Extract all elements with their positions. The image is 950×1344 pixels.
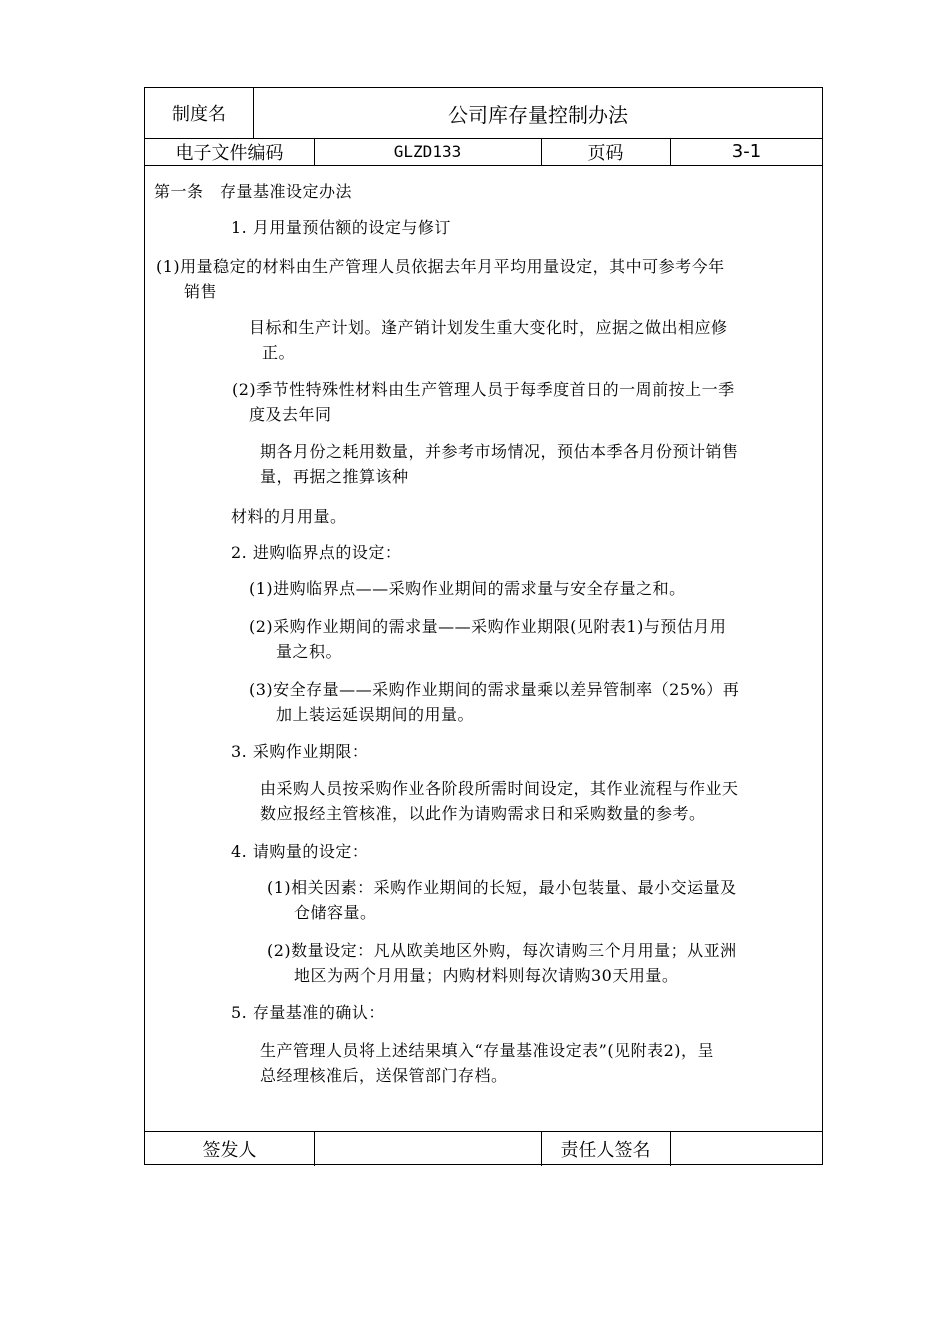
s1-1-line1: (1)用量稳定的材料由生产管理人员依据去年月平均用量设定，其中可参考今年 <box>156 257 725 276</box>
s1-2-cont-line2: 量，再据之推算该种 <box>260 467 409 486</box>
s1-2-line1: (2)季节性特殊性材料由生产管理人员于每季度首日的一周前按上一季 <box>232 380 735 399</box>
s5-line2: 总经理核准后，送保管部门存档。 <box>260 1066 508 1085</box>
s1-2-cont-line1: 期各月份之耗用数量，并参考市场情况，预估本季各月份预计销售 <box>260 442 739 461</box>
section-2-title: 2. 进购临界点的设定： <box>231 543 402 562</box>
s1-2-end: 材料的月用量。 <box>231 507 347 526</box>
regime-title: 公司库存量控制办法 <box>448 102 628 127</box>
s4-1-line2: 仓储容量。 <box>294 903 377 922</box>
s1-1-line2: 销售 <box>184 282 218 301</box>
section-1-title: 1. 月用量预估额的设定与修订 <box>231 218 451 237</box>
s2-2-line1: (2)采购作业期间的需求量——采购作业期限(见附表1)与预估月用 <box>249 617 727 636</box>
s2-2-line2: 量之积。 <box>276 642 343 661</box>
s4-2-line2: 地区为两个月用量；内购材料则每次请购30天用量。 <box>294 966 679 985</box>
s2-3-line1: (3)安全存量——采购作业期间的需求量乘以差异管制率（25%）再 <box>249 680 740 699</box>
s5-line1: 生产管理人员将上述结果填入“存量基准设定表”(见附表2)，呈 <box>260 1041 715 1060</box>
article-heading: 第一条 存量基准设定办法 <box>154 182 353 201</box>
s1-2-line2: 度及去年同 <box>249 405 332 424</box>
row-divider <box>145 165 822 166</box>
s2-3-line2: 加上装运延误期间的用量。 <box>276 705 475 724</box>
page-value: 3-1 <box>731 141 762 162</box>
responsible-signature-field[interactable] <box>670 1131 823 1166</box>
s4-1-line1: (1)相关因素：采购作业期间的长短，最小包装量、最小交运量及 <box>267 878 737 897</box>
page-label: 页码 <box>587 142 624 164</box>
code-value: GLZD133 <box>393 142 462 161</box>
s1-1-cont-line2: 正。 <box>262 343 296 362</box>
responsible-label: 责任人签名 <box>560 1139 651 1161</box>
regulation-form <box>144 87 823 1165</box>
issuer-signature-field[interactable] <box>314 1131 541 1166</box>
regime-label: 制度名 <box>172 104 226 125</box>
s2-1: (1)进购临界点——采购作业期间的需求量与安全存量之和。 <box>249 579 686 598</box>
section-5-title: 5. 存量基准的确认： <box>231 1003 385 1022</box>
s4-2-line1: (2)数量设定：凡从欧美地区外购，每次请购三个月用量；从亚洲 <box>267 941 737 960</box>
issuer-label: 签发人 <box>202 1139 257 1161</box>
section-3-title: 3. 采购作业期限： <box>231 742 369 761</box>
code-label: 电子文件编码 <box>175 142 284 164</box>
section-4-title: 4. 请购量的设定： <box>231 842 369 861</box>
s1-1-cont-line1: 目标和生产计划。逢产销计划发生重大变化时，应据之做出相应修 <box>249 318 728 337</box>
s3-line1: 由采购人员按采购作业各阶段所需时间设定，其作业流程与作业天 <box>260 779 739 798</box>
s3-line2: 数应报经主管核准，以此作为请购需求日和采购数量的参考。 <box>260 804 706 823</box>
